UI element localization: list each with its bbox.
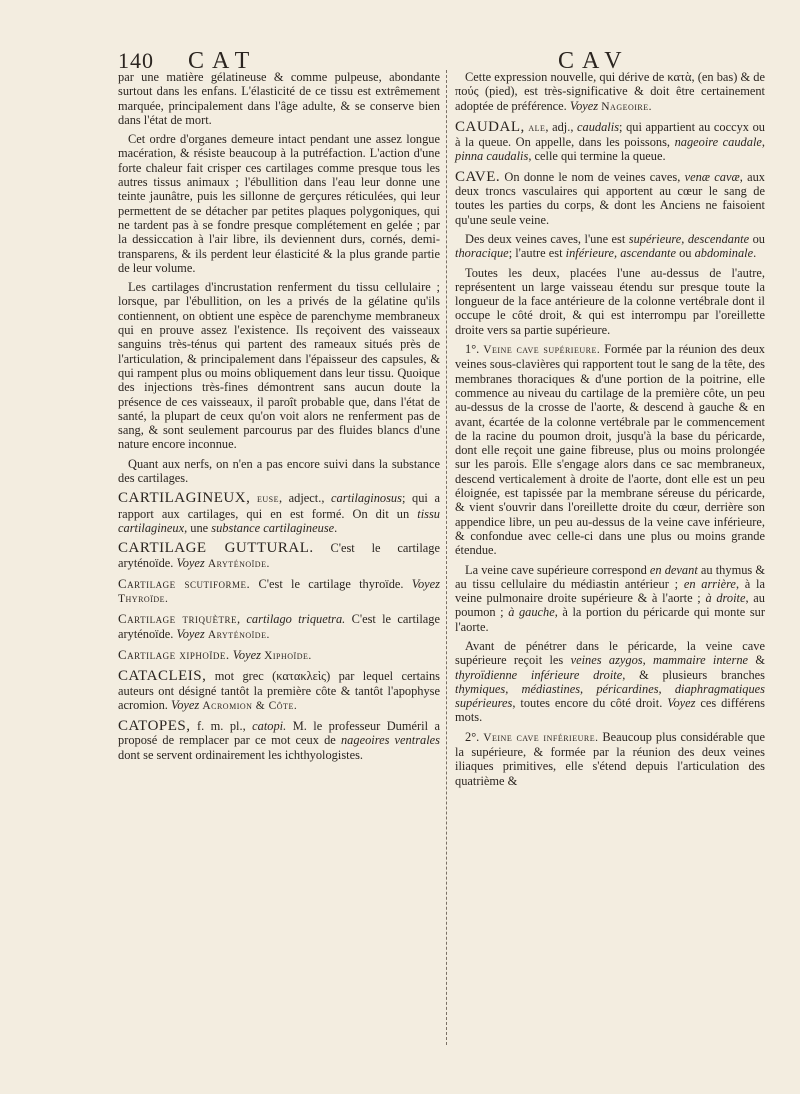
paragraph: Toutes les deux, placées l'une au-dessus de l'autre, représentent un large vaisseau étendu sur presque toute la longueur de la face antérieure de la colonne vertébrale dont il occupe le côté droit, & qui est interrompu par l'oreillette droite vers sa partie supérieure. [455, 265, 765, 337]
voyez: Voyez [171, 697, 200, 712]
text: , celle qui termine la queue. [528, 149, 666, 164]
text: ou [752, 231, 765, 246]
term: thyroïdienne inférieure droite [455, 667, 623, 682]
example: nageoires ventrales [340, 733, 440, 748]
paragraph: Quant aux nerfs, on n'en a pas encore suivi dans la substance des cartilages. [118, 456, 440, 486]
term: veines azygos, mammaire interne [570, 653, 749, 668]
voyez: Voyez [176, 626, 205, 641]
text: , & plusieurs branches [622, 667, 765, 682]
paragraph: par une matière gélatineuse & comme pulpeuse, abondante surtout dans les enfans. L'élasticité de ce tissu est extrêmement marquée, principalement dans l'âge adulte, & se conserve bien dans l'état de mort. [118, 70, 440, 127]
example: nageoire caudale [674, 135, 762, 150]
example: tissu cartilagineux [118, 506, 440, 535]
text: , à la veine pulmonaire droite supérieure & à l'aorte ; [455, 576, 765, 606]
paragraph [455, 639, 765, 725]
definition: mot grec (κατακλεὶς) par lequel certains auteurs ont désigné tantôt la première côte & tantôt l'apophyse acromion. [118, 669, 440, 712]
text: & [755, 653, 765, 668]
cross-reference[interactable]: Xiphoïde. [264, 649, 312, 662]
text: Formée par la réunion des deux veines sous-clavières qui rapportent tout le sang de la tête, des membranes thoraciques & d'une portion de la poitrine, elle commence au niveau du cartilage de la première côte, un peu au-dessus de la crosse de l'aorte, & descend à gauche & en avant, écartée de la colonne vertébrale par le commencement de la racine du poumon droit, jusqu'à la base du péricarde, dont elle reçoit une gaine fibreuse, plus ou moins prolongée sur les parois. Elle s'engage alors dans ce sac membraneux, descend verticalement à droite de l'aorte, dont elle est un peu éloignée, est tapissée par la membrane séreuse du péricarde, & vient s'ouvrir dans l'oreillette droite du cœur, derrière son appendice libre, un peu au-dessus de la veine cave inférieure, & confondue avec celle-ci dans une plus ou moins grande étendue. [455, 342, 765, 558]
cross-reference[interactable]: Thyroïde. [118, 593, 169, 606]
text: Cette expression nouvelle, qui dérive de κατὰ, (en bas) & de πούς (pied), est très-significative & doit être certainement adoptée de préférence. [455, 70, 765, 113]
headword: Cartilage scutiforme. [118, 575, 251, 591]
cross-reference[interactable]: Acromion & Côte. [202, 699, 298, 712]
text: Des deux veines caves, l'une est [465, 231, 626, 246]
headword: CARTILAGE GUTTURAL. [118, 540, 314, 557]
running-head-left: CAT [188, 48, 258, 74]
term: à droite [705, 591, 746, 606]
text: . [334, 520, 338, 535]
text: Beaucoup plus considérable que la supérieure, & formée par la réunion des deux veines iliaques primitives, elle s'étend depuis l'articulation des quatrième & [455, 729, 765, 788]
text: ; l'autre est [508, 246, 563, 261]
text: ou [679, 246, 692, 261]
definition: On donne le nom de veines caves, [504, 169, 681, 184]
entry-cartilage-scutiforme [118, 577, 440, 607]
paragraph: Cet ordre d'organes demeure intact pendant une assez longue macération, & résiste beaucoup à la putréfaction. L'action d'une forte chaleur fait crisper ces cartilages comme presque tous les autres tissus animaux ; l'ébullition dans l'eau leur donne une teinte jaunâtre, puis les sillonne de gerçures réticulées, qui leur permettent de se détacher par petites plaques polygoniques, qui ne tardent pas à se fondre presque complétement en gelée ; par la dessiccation à l'air libre, ils deviennent durs, cornés, demi-transparens, & ils perdent leur élasticité & la plus grande partie de leur volume. [118, 132, 440, 275]
definition: ; qui a rapport aux cartilages, qui en est formé. On dit un [118, 491, 440, 521]
text: dont se servent ordinairement les ichthyologistes. [118, 747, 364, 762]
grammar: ale [528, 121, 546, 134]
text: , aux deux troncs vasculaires qui apportent au cœur le sang de toutes les parties du corps, & dont les Anciens ne faisoient qu'une seule veine. [455, 169, 765, 227]
latin-term: caudalis [577, 119, 620, 134]
paragraph [455, 563, 765, 634]
page-number: 140 [118, 48, 154, 73]
running-head-right: CAV [558, 48, 630, 74]
entry-cartilagineux [118, 491, 440, 535]
entry-catopes [118, 719, 440, 762]
text: Avant de pénétrer dans le péricarde, la veine cave supérieure reçoit les [455, 638, 765, 668]
text: , au poumon ; [455, 591, 765, 620]
definition: M. le professeur Duméril a proposé de remplacer par ce mot ceux de [118, 719, 440, 748]
text: , [761, 135, 765, 150]
headword: CAVE. [455, 168, 501, 185]
paragraph [455, 232, 765, 261]
entry-cartilage-guttural [118, 541, 440, 571]
section-heading: Veine cave inférieure. [483, 731, 599, 744]
term: en arrière [683, 576, 736, 591]
term: thoracique [455, 246, 509, 261]
paragraph [455, 70, 765, 114]
latin-term: venæ cavæ [684, 169, 740, 184]
entry-caudal [455, 120, 765, 164]
definition: C'est le cartilage aryténoïde. [118, 541, 440, 570]
term: inférieure, ascendante [565, 246, 676, 261]
term: en devant [649, 562, 698, 577]
voyez: Voyez [569, 98, 599, 113]
text: au thymus & au tissu cellulaire du médiastin antérieur ; [455, 562, 765, 591]
headword: CATOPES, [118, 718, 191, 735]
text: ces différens mots. [455, 696, 765, 725]
entry-cave [455, 170, 765, 227]
definition: ; qui appartient au coccyx ou à la queue. On appelle, dans les poissons, [455, 119, 765, 150]
example: pinna caudalis [455, 149, 529, 164]
right-column [455, 70, 765, 793]
cross-reference[interactable]: Nageoire. [601, 100, 653, 113]
entry-catacleis [118, 669, 440, 713]
entry-cartilage-xiphoide [118, 648, 440, 663]
cross-reference[interactable]: Aryténoïde. [207, 557, 270, 570]
headword: CAUDAL, [455, 118, 525, 135]
term: à gauche [508, 605, 555, 620]
text: , une [184, 520, 209, 535]
grammar: f. m. pl., [196, 719, 246, 734]
voyez: Voyez [176, 555, 205, 570]
section-heading: Veine cave supérieure. [483, 344, 601, 357]
latin-term: cartilaginosus [331, 491, 402, 506]
term: thymiques, médiastines, péricardines, diaphragmatiques supérieures [455, 681, 765, 711]
grammar: euse [256, 493, 279, 506]
latin-term: , cartilago triquetra. [237, 612, 346, 627]
section-number: 2°. [465, 729, 480, 744]
paragraph: Les cartilages d'incrustation renferment du tissu cellulaire ; lorsque, par l'ébullition, on les a privés de la gélatine qu'ils contiennent, on obtient une espèce de parenchyme membraneux qui en prouve assez l'existence. Ils reçoivent des vaisseaux sanguins très-ténus qui partent des rameaux situés près de l'articulation, & principalement dans l'épaisseur des capsules, & qui rampent plus ou moins obliquement dans leur tissu. Quoique des injections très-fines démontrent sans aucun doute la présence de ces vaisseaux, il paroît probable que, dans l'état de santé, la plupart de ceux qu'on voit alors ne renferment pas de sang, & sont seulement parcourus par des fluides blancs d'une nature encore inconnue. [118, 280, 440, 452]
latin-term: catopi. [252, 719, 287, 734]
voyez: Voyez [667, 696, 696, 711]
cross-reference[interactable]: Aryténoïde. [207, 628, 270, 641]
headword: CATACLEIS, [118, 668, 207, 685]
headword: Cartilage xiphoïde. [118, 646, 230, 662]
voyez: Voyez [411, 576, 440, 591]
left-column [118, 70, 440, 767]
headword: CARTILAGINEUX, [118, 490, 251, 507]
text: , à la portion du péricarde qui monte sur l'aorte. [455, 605, 765, 634]
example: substance cartilagineuse [211, 520, 335, 535]
paragraph [455, 730, 765, 788]
grammar: , adj., [545, 119, 574, 134]
term: abdominale [694, 246, 754, 261]
headword: Cartilage triquètre [118, 611, 238, 627]
definition: C'est le cartilage aryténoïde. [118, 612, 440, 641]
voyez: Voyez [232, 647, 261, 662]
text: , toutes encore du côté droit. [512, 696, 663, 711]
column-divider [446, 70, 447, 1045]
section-number: 1°. [465, 342, 480, 357]
text: La veine cave supérieure correspond [465, 562, 647, 577]
paragraph [455, 342, 765, 557]
text: . [753, 246, 757, 261]
grammar: , adject., [278, 491, 325, 506]
term: supérieure, descendante [628, 231, 750, 246]
entry-cartilage-triquetre [118, 612, 440, 642]
definition: C'est le cartilage thyroïde. [258, 576, 404, 591]
